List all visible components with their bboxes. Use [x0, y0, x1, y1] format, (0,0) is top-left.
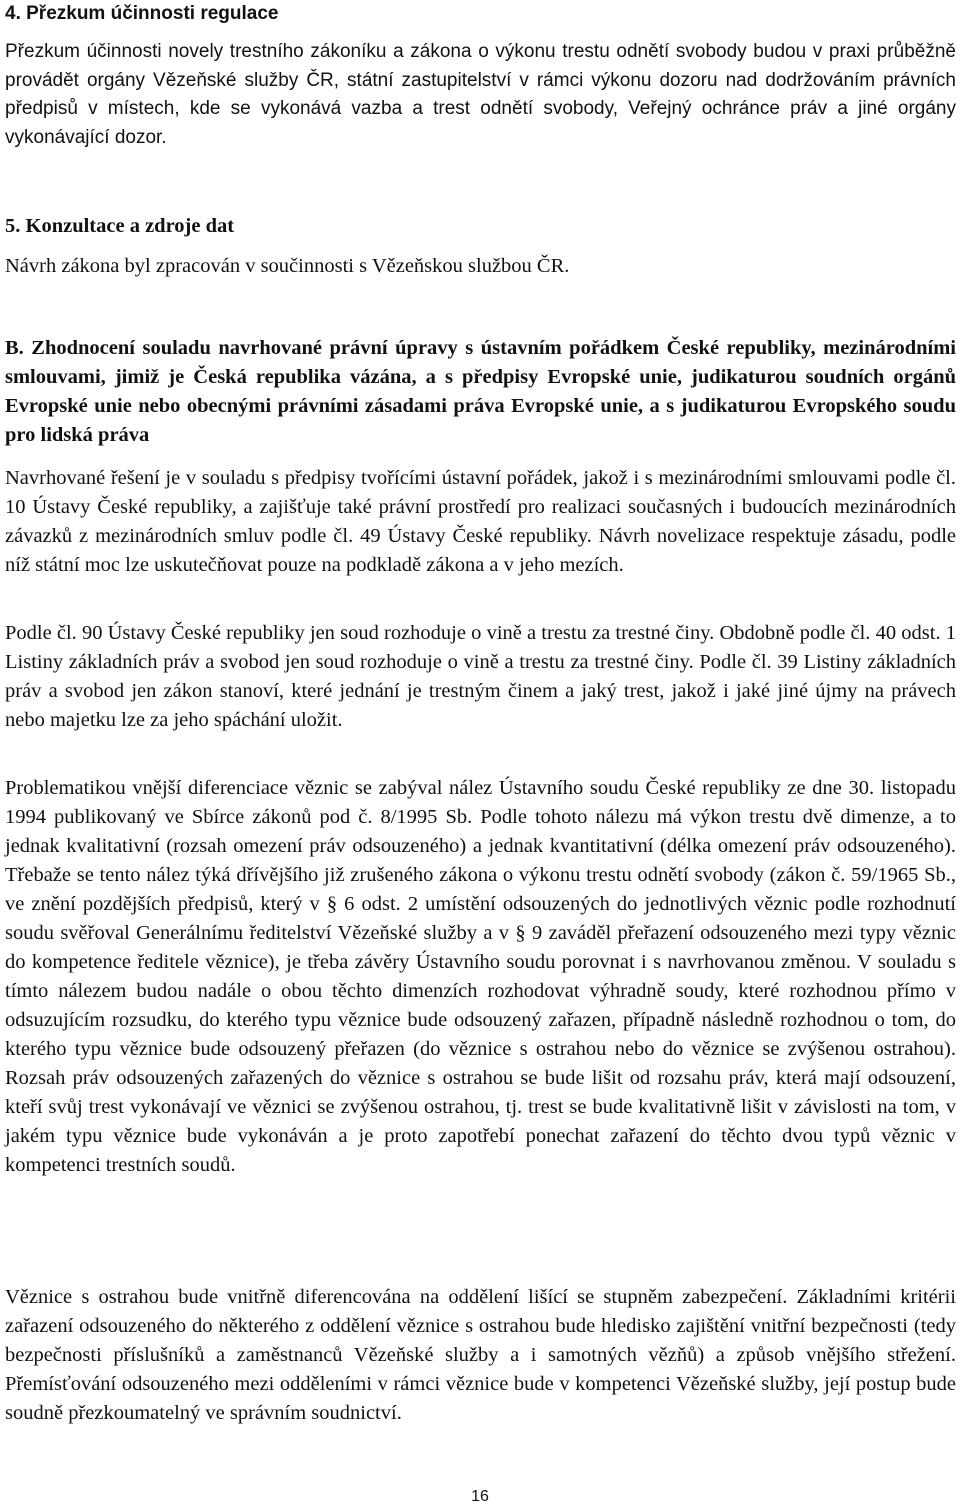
section-b-paragraph: Problematikou vnější diferenciace věznic se zabýval nález Ústavního soudu České republiky ze dne 30. listopadu 1994 publikovaný ve Sbírce zákonů pod č. 8/1995 Sb. Podle tohoto nálezu má výkon trestu dvě dimenze, a to jednak kvalitativní (rozsah omezení práv odsouzeného) a jednak kvantitativní (délka omezení práv odsouzeného). Třebaže se tento nález týká dřívějšího již zrušeného zákona o výkonu trestu odnětí svobody (zákon č. 59/1965 Sb., ve znění pozdějších předpisů, který v § 6 odst. 2 umístění odsouzených do jednotlivých věznic podle rozhodnutí soudu svěřoval Generálnímu ředitelství Vězeňské služby a v § 9 zaváděl přeřazení odsouzeného mezi typy věznic do kompetence ředitele věznice), je třeba závěry Ústavního soudu porovnat i s navrhovanou změnou. V souladu s tímto nálezem budou nadále o obou těchto dimenzích rozhodovat výhradně soudy, které rozhodnou přímo v odsuzujícím rozsudku, do kterého typu věznice bude odsouzený zařazen, případně následně rozhodnou o tom, do kterého typu věznice bude odsouzený přeřazen (do věznice s ostrahou nebo do věznice se zvýšenou ostrahou). Rozsah práv odsouzených zařazených do věznice s ostrahou se bude lišit od rozsahu práv, která mají odsouzení, kteří svůj trest vykonávají ve věznici se zvýšenou ostrahou, tj. trest se bude kvalitativně lišit v závislosti na tom, v jakém typu věznice bude vykonáván a je proto zapotřebí ponechat zařazení do těchto dvou typů věznic v kompetenci trestních soudů.: [5, 777, 956, 1176]
section-b-heading: B. Zhodnocení souladu navrhované právní úpravy s ústavním pořádkem České republiky, mezinárodními smlouvami, jimiž je Česká republika vázána, a s předpisy Evropské unie, judikaturou soudních orgánů Evropské unie nebo obecnými právními zásadami práva Evropské unie, a s judikaturou Evropského soudu pro lidská práva: [5, 337, 956, 446]
section-b-paragraph: Navrhované řešení je v souladu s předpisy tvořícími ústavní pořádek, jakož i s mezinárodními smlouvami podle čl. 10 Ústavy České republiky, a zajišťuje také právní prostředí pro realizaci současných i budoucích mezinárodních závazků z mezinárodních smluv podle čl. 49 Ústavy České republiky. Návrh novelizace respektuje zásadu, podle níž státní moc lze uskutečňovat pouze na podkladě zákona a v jeho mezích.: [5, 467, 956, 576]
section-b-paragraph-4-wrap: [5, 1283, 956, 1428]
section-b-paragraph: Věznice s ostrahou bude vnitřně diferencována na oddělení lišící se stupněm zabezpečení. Základními kritérii zařazení odsouzeného do některého z oddělení věznice s ostrahou bude hledisko zajištění vnitřní bezpečnosti (tedy bezpečnosti příslušníků a zaměstnanců Vězeňské služby a i samotných vězňů) a způsob vnějšího střežení. Přemísťování odsouzeného mezi odděleními v rámci věznice bude v kompetenci Vězeňské služby, její postup bude soudně přezkoumatelný ve správním soudnictví.: [5, 1286, 956, 1424]
page-number: 16: [471, 1488, 489, 1505]
section-4: [5, 2, 956, 26]
section-b-paragraph: Podle čl. 90 Ústavy České republiky jen soud rozhoduje o vině a trestu za trestné činy. Obdobně podle čl. 40 odst. 1 Listiny základních práv a svobod jen soud rozhoduje o vině a trestu za trestné činy. Podle čl. 39 Listiny základních práv a svobod jen zákon stanoví, které jednání je trestným činem a jaký trest, jakož i jaké jiné újmy na právech nebo majetku lze za jeho spáchání uložit.: [5, 622, 956, 731]
section-4-body: Přezkum účinnosti novely trestního zákoníku a zákona o výkonu trestu odnětí svobody budou v praxi průběžně provádět orgány Vězeňské služby ČR, státní zastupitelství v rámci výkonu dozoru nad dodržováním právních předpisů v místech, kde se vykonává vazba a trest odnětí svobody, Veřejný ochránce práv a jiné orgány vykonávající dozor.: [5, 41, 956, 148]
section-5: [5, 212, 956, 240]
section-b-heading-wrap: [5, 334, 956, 450]
section-b-paragraph-1-wrap: [5, 464, 956, 580]
section-5-body-wrap: [5, 252, 956, 281]
section-4-body-wrap: [5, 38, 956, 152]
section-b-paragraph-2-wrap: [5, 619, 956, 735]
section-5-heading: 5. Konzultace a zdroje dat: [5, 215, 235, 237]
section-5-body: Návrh zákona byl zpracován v součinnosti s Vězeňskou službou ČR.: [5, 255, 570, 277]
section-b-paragraph-3-wrap: [5, 774, 956, 1180]
section-4-heading: 4. Přezkum účinnosti regulace: [5, 3, 279, 24]
